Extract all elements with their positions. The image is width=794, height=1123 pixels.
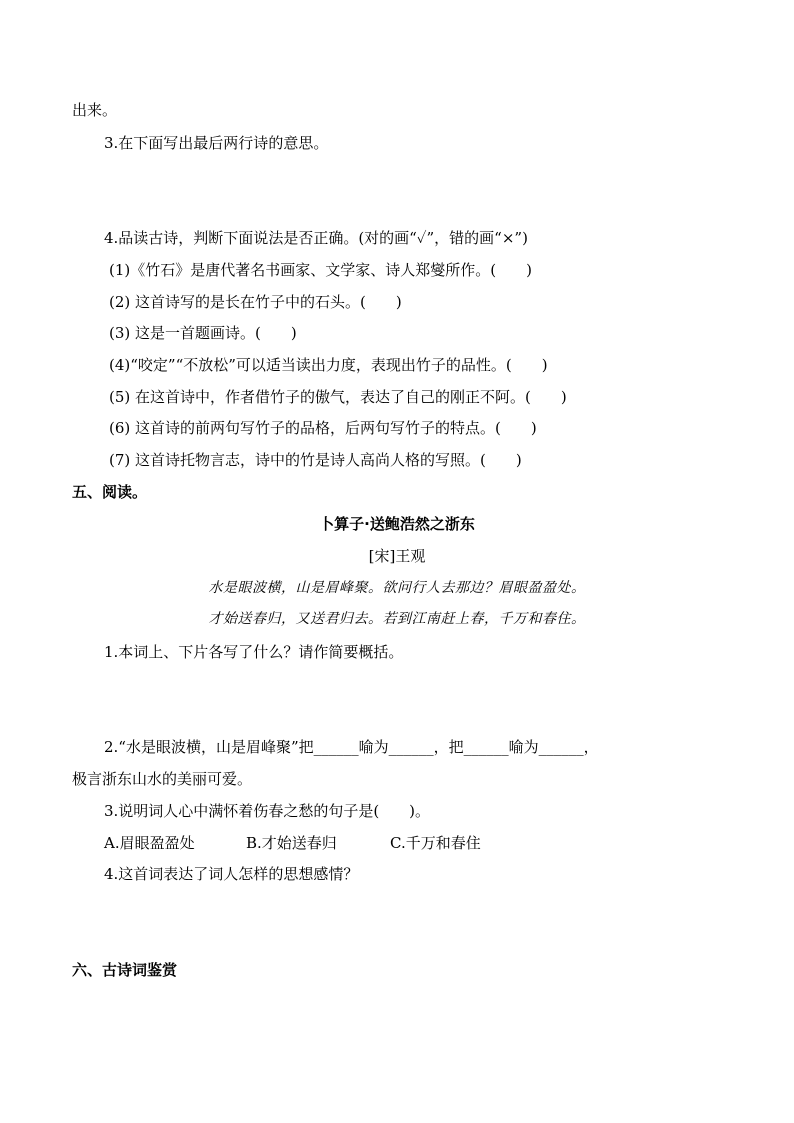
section-5-heading: 五、阅读。	[72, 483, 148, 501]
section-6-heading: 六、古诗词鉴赏	[72, 961, 178, 979]
option-a: A.眉眼盈盈处	[104, 834, 195, 852]
option-c: C.千万和春住	[390, 834, 481, 852]
reading-question-3: 3.说明词人心中满怀着伤春之愁的句子是( )。	[104, 802, 431, 820]
poem-title: 卜算子·送鲍浩然之浙东	[319, 515, 475, 533]
reading-question-4: 4.这首词表达了词人怎样的思想感情？	[104, 865, 359, 883]
question-4-item-7: (7) 这首诗托物言志，诗中的竹是诗人高尚人格的写照。( )	[109, 451, 522, 469]
reading-question-2: 2.“水是眼波横，山是眉峰聚”把______喻为______，把______喻为______，	[104, 738, 599, 756]
poem-line-1: 水是眼波横，山是眉峰聚。欲问行人去那边？眉眼盈盈处。	[208, 580, 586, 596]
poem-line-2: 才始送春归，又送君归去。若到江南赶上春，千万和春住。	[208, 611, 586, 627]
question-3: 3.在下面写出最后两行诗的意思。	[104, 134, 329, 152]
question-4-item-4: (4)“咬定”“不放松”可以适当读出力度，表现出竹子的品性。( )	[109, 356, 548, 374]
continuation-text: 出来。	[72, 101, 118, 119]
question-4-prompt: 4.品读古诗，判断下面说法是否正确。(对的画“✓”，错的画“×”)	[104, 229, 528, 247]
reading-question-2-cont: 极言浙东山水的美丽可爱。	[72, 770, 253, 788]
reading-question-1: 1.本词上、下片各写了什么？请作简要概括。	[104, 643, 404, 661]
poem-author: [宋]王观	[368, 547, 426, 565]
question-4-item-6: (6) 这首诗的前两句写竹子的品格，后两句写竹子的特点。( )	[109, 419, 537, 437]
option-b: B.才始送春归	[246, 834, 337, 852]
question-4-item-3: (3) 这是一首题画诗。( )	[109, 324, 297, 342]
question-4-item-5: (5) 在这首诗中，作者借竹子的傲气，表达了自己的刚正不阿。( )	[109, 388, 567, 406]
question-4-item-1: (1)《竹石》是唐代著名书画家、文学家、诗人郑燮所作。( )	[109, 261, 532, 279]
question-4-item-2: (2) 这首诗写的是长在竹子中的石头。( )	[109, 293, 402, 311]
